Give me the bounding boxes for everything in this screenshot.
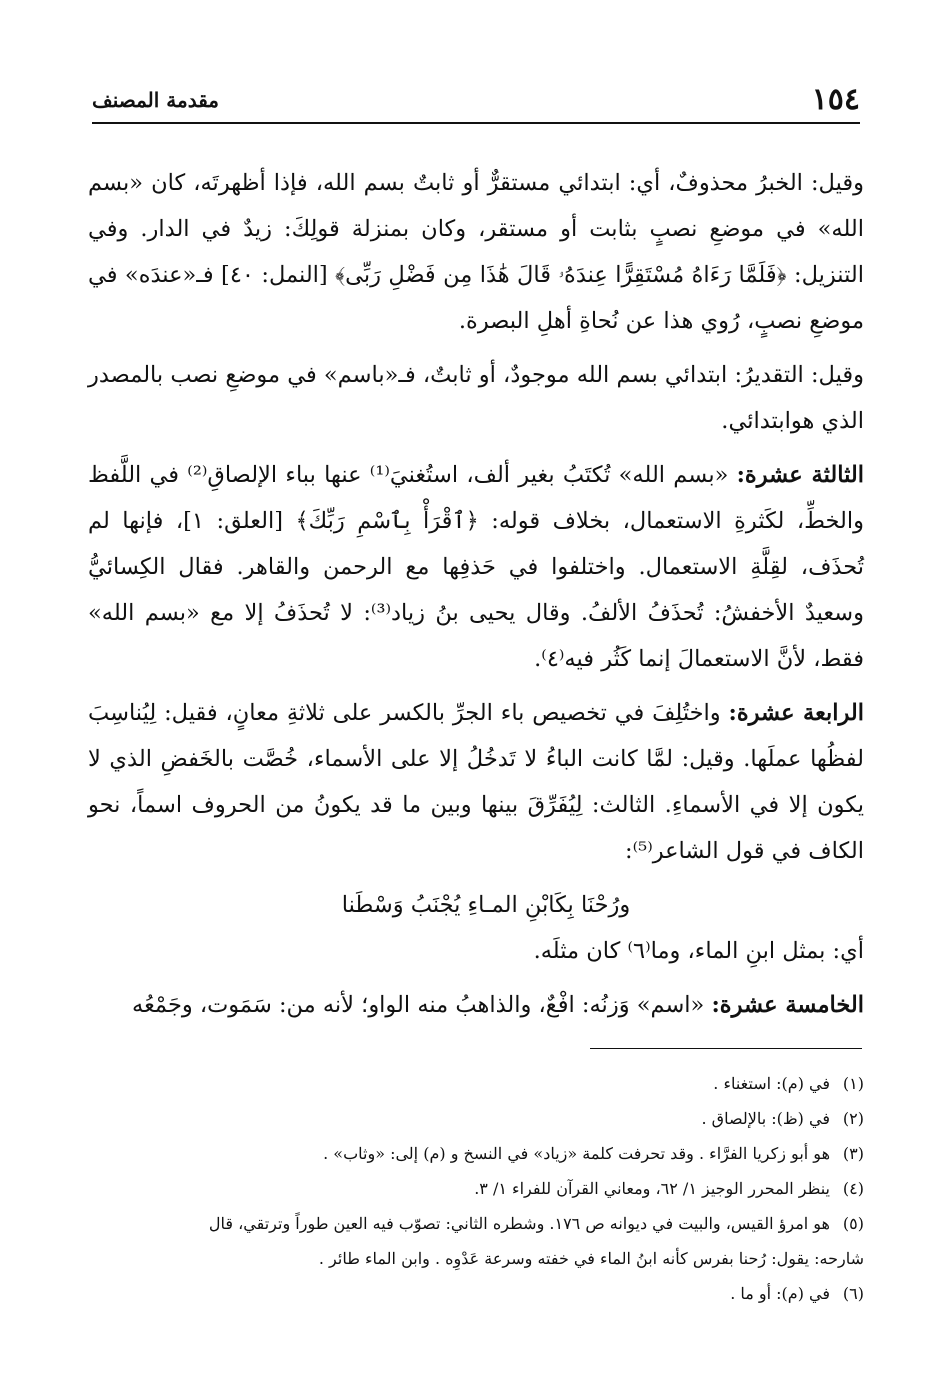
footnotes [88,1066,864,1311]
page-number: ١٥٤ [811,82,860,117]
paragraph-3-text: «بسم الله» تُكتَبُ بغير ألف، استُغنيَ⁽¹⁾ عنها بباء الإلصاقِ⁽²⁾ في اللَّفظ والخطِّ، لكَثرةِ الاستعمال، بخلاف قوله: ﴿ٱقْرَأْ بِٱسْمِ رَبِّكَ﴾ [العلق: ١]، فإنها لم تُحذَف، لقِلَّةِ الاستعمال. واختلفوا في حَذفِها مع الرحمن والقاهر. فقال الكِسائيُّ وسعيدٌ الأخفشُ: تُحذَفُ الألفُ. وقال يحيى بنُ زياد⁽³⁾: لا تُحذَفُ إلا مع «بسم الله» فقط، لأنَّ الاستعمالَ إنما كَثُر فيه⁽٤⁾. [88,462,864,672]
main-text [88,160,864,1036]
paragraph-1: وقيل: الخبرُ محذوفٌ، أي: ابتدائي مستقرٌّ أو ثابتٌ بسم الله، فإذا أظهرتَه، كان «بسم الله» في موضعِ نصبٍ بثابت أو مستقر، وكان بمنزلة قولِكَ: زيدٌ في الدار. وفي التنزيل: ﴿فَلَمَّا رَءَاهُ مُسْتَقِرًّا عِندَهُۥ قَالَ هَٰذَا مِن فَضْلِ رَبِّى﴾ [النمل: ٤٠] فـ«عندَه» في موضعِ نصبٍ، رُوي هذا عن نُحاةِ أهلِ البصرة. [88,170,864,334]
paragraph-4-text: واختُلِفَ في تخصيص باء الجرِّ بالكسر على ثلاثةِ معانٍ، فقيل: لِيُناسِبَ لفظُها عملَها. وقيل: لمَّا كانت الباءُ لا تَدخُلُ إلا على الأسماء، خُصَّت بالخَفضِ الذي لا يكون إلا في الأسماءِ. الثالث: لِيُفَرِّقَ بينها وبين ما قد يكونُ من الحروف اسماً، نحو الكاف في قول الشاعر⁽⁵⁾: [88,700,864,864]
footnote-text: في (م): أو ما . [730,1284,830,1303]
section-heading-15: الخامسة عشرة: [711,992,864,1018]
page-header [92,78,860,124]
paragraph-3 [88,452,864,682]
footnote-text: هو أبو زكريا الفرَّاء . وقد تحرفت كلمة «زياد» في النسخ و (م) إلى: «وثاب» . [323,1144,830,1163]
section-heading-13: الثالثة عشرة: [736,462,865,488]
footnote-2 [88,1101,864,1136]
paragraph-5: أي: بمثل ابنِ الماء، وما⁽٦⁾ كان مثلَه. [533,938,864,964]
footnote-text: هو امرؤ القيس، والبيت في ديوانه ص ١٧٦. وشطره الثاني: تصوّب فيه العين طوراً وترتقي، قال [208,1214,830,1233]
footnote-4 [88,1171,864,1206]
footnote-3 [88,1136,864,1171]
footnote-5 [88,1206,864,1241]
footnote-1 [88,1066,864,1101]
footnote-6 [88,1276,864,1311]
footnote-number: (٦) [842,1284,864,1303]
footnote-number: (٣) [842,1144,864,1163]
footnote-separator [590,1048,862,1049]
paragraph-4 [88,690,864,874]
footnote-text: في (ظ): بالإلصاق . [701,1109,830,1128]
footnote-number: (٥) [842,1214,864,1233]
section-heading-14: الرابعة عشرة: [728,700,865,726]
poetry-verse: ورُحْنَا بِكَابْنِ المـاءِ يُجْنَبُ وَسْطَنا [341,892,631,918]
paragraph-6 [88,982,864,1028]
footnote-text: ينظر المحرر الوجيز ١/ ٦٢، ومعاني القرآن للفراء ١/ ٣. [474,1179,830,1198]
running-title: مقدمة المصنف [92,88,220,112]
footnote-number: (٢) [842,1109,864,1128]
paragraph-2: وقيل: التقديرُ: ابتدائي بسم الله موجودٌ، أو ثابتٌ، فـ«باسم» في موضعِ نصب بالمصدر الذي هوابتدائي. [88,362,864,434]
paragraph-6-text: «اسم» وَزنُه: افْعٌ، والذاهبُ منه الواو؛ لأنه من: سَمَوت، وجَمْعُه [132,992,705,1018]
footnote-5-continuation: شارحه: يقول: رُحنا بفرس كأنه ابنُ الماء في خفته وسرعة عَدْوِه . وابن الماء طائر . [318,1249,864,1268]
footnote-number: (٤) [842,1179,864,1198]
footnote-text: في (م): استغناء . [713,1074,830,1093]
footnote-number: (١) [842,1074,864,1093]
